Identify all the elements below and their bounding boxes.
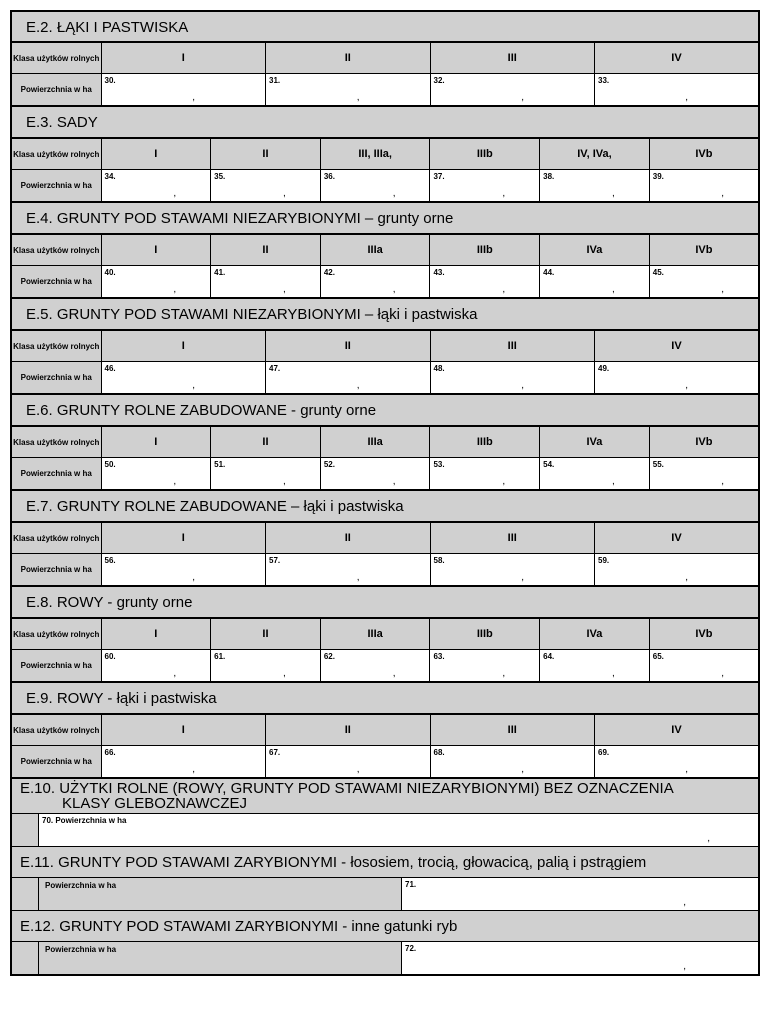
field-number: 56. bbox=[104, 556, 116, 565]
field-number: 41. bbox=[214, 268, 226, 277]
field-number: 69. bbox=[598, 748, 610, 757]
area-field-e11[interactable] bbox=[402, 878, 758, 910]
field-number: 38. bbox=[543, 172, 555, 181]
class-table bbox=[10, 138, 760, 202]
class-header: IIIb bbox=[430, 235, 540, 266]
decimal-separator: , bbox=[521, 572, 524, 583]
area-field[interactable] bbox=[101, 362, 266, 394]
field-number: 62. bbox=[323, 652, 335, 661]
decimal-separator: , bbox=[192, 92, 195, 103]
area-field[interactable] bbox=[595, 554, 760, 586]
class-table bbox=[10, 42, 760, 106]
area-field[interactable] bbox=[430, 266, 540, 298]
klasa-label: Klasa użytków rolnych bbox=[11, 331, 101, 362]
class-header: III bbox=[430, 43, 595, 74]
gutter bbox=[12, 814, 39, 846]
decimal-separator: , bbox=[685, 380, 688, 391]
land-tax-form bbox=[10, 10, 760, 976]
field-number: 57. bbox=[269, 556, 281, 565]
class-table bbox=[10, 426, 760, 490]
area-row bbox=[11, 746, 759, 778]
class-header: IIIa bbox=[320, 427, 430, 458]
class-header: I bbox=[101, 619, 211, 650]
area-field[interactable] bbox=[101, 554, 266, 586]
decimal-separator: , bbox=[612, 188, 615, 199]
klasa-label: Klasa użytków rolnych bbox=[11, 619, 101, 650]
class-table bbox=[10, 714, 760, 778]
decimal-separator: , bbox=[356, 380, 360, 391]
field-number: 36. bbox=[323, 172, 335, 181]
e10-row bbox=[10, 814, 760, 846]
area-field-e12[interactable] bbox=[402, 942, 758, 974]
area-field[interactable] bbox=[430, 170, 540, 202]
e12-row bbox=[10, 942, 760, 976]
class-table bbox=[10, 522, 760, 586]
title-line-1: E.10. UŻYTKI ROLNE (ROWY, GRUNTY POD STAWAMI NIEZARYBIONYMI) BEZ OZNACZENIA bbox=[20, 780, 674, 797]
class-header: IV bbox=[595, 523, 760, 554]
field-number: 39. bbox=[652, 172, 664, 181]
field-number: 63. bbox=[433, 652, 445, 661]
field-number: 51. bbox=[214, 460, 226, 469]
area-field[interactable] bbox=[649, 170, 759, 202]
class-header-row bbox=[11, 427, 759, 458]
decimal-separator: , bbox=[683, 897, 686, 908]
class-header: II bbox=[266, 43, 431, 74]
field-number: 32. bbox=[433, 76, 445, 85]
area-field[interactable] bbox=[430, 74, 595, 106]
powierzchnia-label: Powierzchnia w ha bbox=[11, 650, 101, 682]
decimal-separator: , bbox=[707, 833, 710, 844]
powierzchnia-label: Powierzchnia w ha bbox=[11, 746, 101, 778]
class-header-row bbox=[11, 139, 759, 170]
powierzchnia-label bbox=[39, 942, 402, 974]
area-field[interactable] bbox=[595, 746, 760, 778]
field-number: 37. bbox=[433, 172, 445, 181]
powierzchnia-label: Powierzchnia w ha bbox=[11, 266, 101, 298]
field-number: 54. bbox=[543, 460, 555, 469]
area-field[interactable] bbox=[540, 458, 650, 490]
class-table bbox=[10, 234, 760, 298]
class-header-row bbox=[11, 331, 759, 362]
field-number: 44. bbox=[543, 268, 555, 277]
area-field[interactable] bbox=[101, 746, 266, 778]
class-header: III, IIIa, bbox=[320, 139, 430, 170]
decimal-separator: , bbox=[173, 668, 177, 679]
decimal-separator: , bbox=[721, 668, 724, 679]
area-field[interactable] bbox=[211, 650, 321, 682]
field-number: 42. bbox=[323, 268, 335, 277]
decimal-separator: , bbox=[683, 961, 686, 972]
section bbox=[10, 586, 760, 682]
powierzchnia-label: Powierzchnia w ha bbox=[11, 554, 101, 586]
decimal-separator: , bbox=[502, 284, 506, 295]
powierzchnia-label bbox=[39, 878, 402, 910]
area-field[interactable] bbox=[595, 74, 760, 106]
area-field-70[interactable] bbox=[39, 814, 758, 846]
decimal-separator: , bbox=[192, 572, 195, 583]
section-title: E.7. GRUNTY ROLNE ZABUDOWANE – łąki i pastwiska bbox=[10, 490, 760, 522]
class-header: I bbox=[101, 523, 266, 554]
decimal-separator: , bbox=[685, 572, 688, 583]
class-header: IIIb bbox=[430, 427, 540, 458]
klasa-label: Klasa użytków rolnych bbox=[11, 427, 101, 458]
area-field[interactable] bbox=[266, 746, 431, 778]
field-number: 48. bbox=[433, 364, 445, 373]
field-number: 60. bbox=[104, 652, 116, 661]
class-header: IVa bbox=[540, 427, 650, 458]
klasa-label: Klasa użytków rolnych bbox=[11, 715, 101, 746]
area-row bbox=[11, 266, 759, 298]
class-header: II bbox=[266, 331, 431, 362]
area-row bbox=[11, 362, 759, 394]
decimal-separator: , bbox=[356, 92, 360, 103]
class-header: II bbox=[266, 715, 431, 746]
decimal-separator: , bbox=[173, 284, 177, 295]
field-number: 47. bbox=[269, 364, 281, 373]
powierzchnia-label: Powierzchnia w ha bbox=[11, 74, 101, 106]
area-field[interactable] bbox=[101, 266, 211, 298]
section bbox=[10, 106, 760, 202]
area-field[interactable] bbox=[430, 458, 540, 490]
powierzchnia-label: Powierzchnia w ha bbox=[11, 170, 101, 202]
area-field[interactable] bbox=[540, 170, 650, 202]
class-header: I bbox=[101, 715, 266, 746]
decimal-separator: , bbox=[502, 188, 506, 199]
decimal-separator: , bbox=[356, 764, 360, 775]
class-table bbox=[10, 618, 760, 682]
area-field[interactable] bbox=[320, 650, 430, 682]
decimal-separator: , bbox=[392, 668, 396, 679]
gutter bbox=[12, 878, 39, 910]
field-number: 31. bbox=[269, 76, 281, 85]
area-field[interactable] bbox=[266, 74, 431, 106]
powierzchnia-label: Powierzchnia w ha bbox=[11, 362, 101, 394]
class-header: I bbox=[101, 235, 211, 266]
area-field[interactable] bbox=[540, 266, 650, 298]
class-header: IV bbox=[595, 43, 760, 74]
field-number: 53. bbox=[433, 460, 445, 469]
class-header: IIIa bbox=[320, 235, 430, 266]
class-header-row bbox=[11, 43, 759, 74]
field-number: 45. bbox=[652, 268, 664, 277]
class-header: IVb bbox=[649, 139, 759, 170]
decimal-separator: , bbox=[392, 188, 396, 199]
decimal-separator: , bbox=[173, 188, 177, 199]
class-header: II bbox=[211, 139, 321, 170]
decimal-separator: , bbox=[685, 92, 688, 103]
field-number: 55. bbox=[652, 460, 664, 469]
area-field[interactable] bbox=[320, 266, 430, 298]
decimal-separator: , bbox=[721, 188, 724, 199]
section bbox=[10, 490, 760, 586]
field-number: 40. bbox=[104, 268, 116, 277]
area-field[interactable] bbox=[101, 170, 211, 202]
section-title: E.11. GRUNTY POD STAWAMI ZARYBIONYMI - łososiem, trocią, głowacicą, palią i pstrągiem bbox=[10, 846, 760, 878]
field-number: 50. bbox=[104, 460, 116, 469]
section-title: E.3. SADY bbox=[10, 106, 760, 138]
field-number: 58. bbox=[433, 556, 445, 565]
class-header: IV bbox=[595, 331, 760, 362]
class-header: II bbox=[211, 235, 321, 266]
area-field[interactable] bbox=[101, 458, 211, 490]
class-header: IVa bbox=[540, 619, 650, 650]
decimal-separator: , bbox=[521, 92, 524, 103]
field-number: 46. bbox=[104, 364, 116, 373]
field-number: 72. bbox=[405, 944, 417, 953]
class-header: IVb bbox=[649, 619, 759, 650]
section-title: E.9. ROWY - łąki i pastwiska bbox=[10, 682, 760, 714]
klasa-label: Klasa użytków rolnych bbox=[11, 139, 101, 170]
area-field[interactable] bbox=[211, 458, 321, 490]
class-header: II bbox=[266, 523, 431, 554]
klasa-label: Klasa użytków rolnych bbox=[11, 235, 101, 266]
label-text: Powierzchnia w ha bbox=[45, 881, 117, 890]
field-number: 34. bbox=[104, 172, 116, 181]
class-header: I bbox=[101, 43, 266, 74]
decimal-separator: , bbox=[356, 572, 360, 583]
area-field[interactable] bbox=[430, 554, 595, 586]
decimal-separator: , bbox=[612, 476, 615, 487]
area-row bbox=[11, 458, 759, 490]
area-field[interactable] bbox=[595, 362, 760, 394]
section-title bbox=[10, 778, 760, 814]
area-field[interactable] bbox=[101, 650, 211, 682]
field-number: 35. bbox=[214, 172, 226, 181]
section-e10 bbox=[10, 778, 760, 846]
field-number: 49. bbox=[598, 364, 610, 373]
area-field[interactable] bbox=[540, 650, 650, 682]
field-number: 43. bbox=[433, 268, 445, 277]
section bbox=[10, 298, 760, 394]
class-header: III bbox=[430, 523, 595, 554]
area-field[interactable] bbox=[649, 650, 759, 682]
decimal-separator: , bbox=[685, 764, 688, 775]
area-row bbox=[11, 554, 759, 586]
decimal-separator: , bbox=[721, 476, 724, 487]
section-title: E.4. GRUNTY POD STAWAMI NIEZARYBIONYMI – grunty orne bbox=[10, 202, 760, 234]
section-title: E.6. GRUNTY ROLNE ZABUDOWANE - grunty orne bbox=[10, 394, 760, 426]
decimal-separator: , bbox=[612, 284, 615, 295]
section bbox=[10, 10, 760, 106]
label-text: Powierzchnia w ha bbox=[45, 945, 117, 954]
decimal-separator: , bbox=[612, 668, 615, 679]
class-table bbox=[10, 330, 760, 394]
klasa-label: Klasa użytków rolnych bbox=[11, 523, 101, 554]
area-field[interactable] bbox=[430, 746, 595, 778]
decimal-separator: , bbox=[721, 284, 724, 295]
field-number: 71. bbox=[405, 880, 417, 889]
field-number: 66. bbox=[104, 748, 116, 757]
class-header-row bbox=[11, 619, 759, 650]
decimal-separator: , bbox=[392, 284, 396, 295]
field-number: 52. bbox=[323, 460, 335, 469]
klasa-label: Klasa użytków rolnych bbox=[11, 43, 101, 74]
class-header-row bbox=[11, 235, 759, 266]
area-row bbox=[11, 170, 759, 202]
decimal-separator: , bbox=[283, 284, 286, 295]
class-header: IIIa bbox=[320, 619, 430, 650]
decimal-separator: , bbox=[521, 764, 524, 775]
class-header: IV, IVa, bbox=[540, 139, 650, 170]
area-field[interactable] bbox=[320, 458, 430, 490]
decimal-separator: , bbox=[283, 476, 286, 487]
area-field[interactable] bbox=[266, 362, 431, 394]
area-field[interactable] bbox=[430, 650, 540, 682]
field-number: 33. bbox=[598, 76, 610, 85]
class-header: II bbox=[211, 427, 321, 458]
section-title: E.12. GRUNTY POD STAWAMI ZARYBIONYMI - inne gatunki ryb bbox=[10, 910, 760, 942]
class-header-row bbox=[11, 523, 759, 554]
decimal-separator: , bbox=[502, 668, 506, 679]
field-number: 68. bbox=[433, 748, 445, 757]
decimal-separator: , bbox=[521, 380, 524, 391]
title-line-2: KLASY GLEBOZNAWCZEJ bbox=[62, 795, 248, 812]
section-title: E.8. ROWY - grunty orne bbox=[10, 586, 760, 618]
section-e11 bbox=[10, 846, 760, 910]
class-header: II bbox=[211, 619, 321, 650]
class-header: IVa bbox=[540, 235, 650, 266]
class-header: III bbox=[430, 331, 595, 362]
decimal-separator: , bbox=[283, 188, 286, 199]
section-e12 bbox=[10, 910, 760, 976]
class-header: IV bbox=[595, 715, 760, 746]
class-header: IVb bbox=[649, 235, 759, 266]
field-number: 30. bbox=[104, 76, 116, 85]
class-header: I bbox=[101, 139, 211, 170]
section bbox=[10, 394, 760, 490]
area-row bbox=[11, 650, 759, 682]
section bbox=[10, 682, 760, 778]
area-field[interactable] bbox=[101, 74, 266, 106]
class-header: I bbox=[101, 331, 266, 362]
field-label: 70. Powierzchnia w ha bbox=[42, 816, 127, 825]
field-number: 64. bbox=[543, 652, 555, 661]
gutter bbox=[12, 942, 39, 974]
section bbox=[10, 202, 760, 298]
class-header-row bbox=[11, 715, 759, 746]
field-number: 65. bbox=[652, 652, 664, 661]
class-header: I bbox=[101, 427, 211, 458]
class-header: IVb bbox=[649, 427, 759, 458]
class-header: IIIb bbox=[430, 139, 540, 170]
field-number: 61. bbox=[214, 652, 226, 661]
area-field[interactable] bbox=[211, 170, 321, 202]
field-number: 67. bbox=[269, 748, 281, 757]
class-header: IIIb bbox=[430, 619, 540, 650]
section-title: E.5. GRUNTY POD STAWAMI NIEZARYBIONYMI – łąki i pastwiska bbox=[10, 298, 760, 330]
decimal-separator: , bbox=[173, 476, 177, 487]
area-row bbox=[11, 74, 759, 106]
decimal-separator: , bbox=[283, 668, 286, 679]
decimal-separator: , bbox=[392, 476, 396, 487]
field-number: 59. bbox=[598, 556, 610, 565]
decimal-separator: , bbox=[502, 476, 506, 487]
decimal-separator: , bbox=[192, 380, 195, 391]
class-header: III bbox=[430, 715, 595, 746]
area-field[interactable] bbox=[320, 170, 430, 202]
area-field[interactable] bbox=[649, 458, 759, 490]
decimal-separator: , bbox=[192, 764, 195, 775]
area-field[interactable] bbox=[211, 266, 321, 298]
area-field[interactable] bbox=[430, 362, 595, 394]
section-title: E.2. ŁĄKI I PASTWISKA bbox=[10, 10, 760, 42]
area-field[interactable] bbox=[649, 266, 759, 298]
area-field[interactable] bbox=[266, 554, 431, 586]
powierzchnia-label: Powierzchnia w ha bbox=[11, 458, 101, 490]
e11-row bbox=[10, 878, 760, 910]
